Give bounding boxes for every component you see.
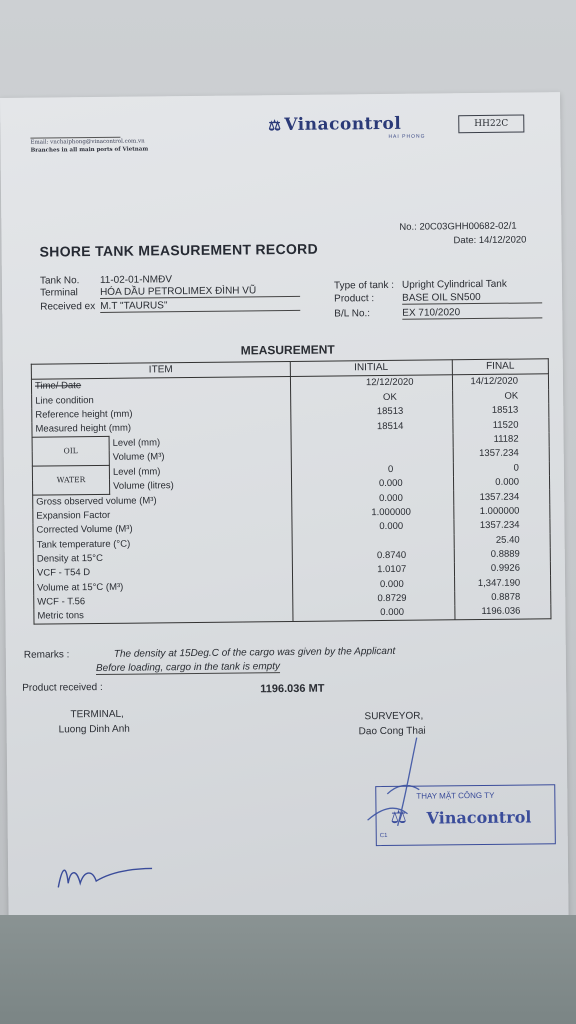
terminal-label: Terminal <box>39 287 78 299</box>
branches-line: Branches in all main ports of Vietnam <box>30 146 149 154</box>
table-row: Expansion Factor 1.000000 1.000000 <box>33 504 550 524</box>
table-row: WATER Level (mm) 0 0 <box>32 461 549 481</box>
table-row: Tank temperature (°C) 25.40 <box>33 533 550 553</box>
product-label: Product : <box>334 293 375 305</box>
table-row: Volume (litres) 0.000 0.000 <box>33 475 550 495</box>
type-value: Upright Cylindrical Tank <box>401 278 507 291</box>
remark-line-1: The density at 15Deg.C of the cargo was given by the Applicant <box>113 645 396 660</box>
table-row: Corrected Volume (M³) 0.000 1357.234 <box>33 519 550 539</box>
terminal-signatory-name: Luong Dinh Anh <box>58 723 130 736</box>
oil-group-label: OIL <box>32 437 109 466</box>
company-stamp <box>375 784 556 846</box>
table-row: OIL Level (mm) 11182 <box>32 432 549 452</box>
terminal-signature-title: TERMINAL, <box>70 708 124 721</box>
product-received-label: Product received : <box>22 681 103 694</box>
measurement-title: MEASUREMENT <box>240 342 335 358</box>
company-logo: ⚖ Vinacontrol <box>268 113 402 136</box>
product-value: BASE OIL SN500 <box>402 291 542 304</box>
col-item-header: ITEM <box>31 361 290 379</box>
surveyor-signature-title: SURVEYOR, <box>364 710 424 723</box>
scales-logo-icon: ⚖ <box>268 118 282 135</box>
tank-no-value: 11-02-01-NMĐV <box>99 274 173 286</box>
surveyor-name: Dao Cong Thai <box>358 725 426 738</box>
stamp-top-text: THAY MẶT CÔNG TY <box>416 790 495 801</box>
table-row: WCF - T.56 0.8729 0.8878 <box>34 590 551 610</box>
terminal-signature-scribble <box>52 856 162 897</box>
bl-value: EX 710/2020 <box>402 306 542 319</box>
bl-label: B/L No.: <box>334 308 371 320</box>
document-date: Date: 14/12/2020 <box>453 234 527 247</box>
remarks-label: Remarks : <box>23 649 70 661</box>
table-row: Time/ Date 12/12/2020 14/12/2020 <box>31 374 548 394</box>
table-row: Gross observed volume (M³) 0.000 1357.234 <box>33 489 550 509</box>
table-row: Volume at 15°C (M³) 0.000 1,347.190 <box>34 576 551 596</box>
floor-background <box>0 915 576 1024</box>
received-value: M.T "TAURUS" <box>100 299 300 313</box>
col-initial-header: INITIAL <box>290 360 452 377</box>
table-row: VCF - T54 D 1.0107 0.9926 <box>33 561 550 581</box>
table-row: Reference height (mm) 18513 18513 <box>32 403 549 423</box>
terminal-value: HÓA DẦU PETROLIMEX ĐÌNH VŨ <box>100 285 300 299</box>
table-row: Metric tons 0.000 1196.036 <box>34 604 551 624</box>
document-title: SHORE TANK MEASUREMENT RECORD <box>39 240 319 260</box>
stamp-code: C1 <box>379 832 388 840</box>
table-row: Line condition OK OK <box>32 389 549 409</box>
measurement-table <box>31 358 552 625</box>
document-sheet <box>0 92 569 928</box>
col-final-header: FINAL <box>452 359 548 375</box>
table-row: Volume (M³) 1357.234 <box>32 447 549 467</box>
table-row: Density at 15°C 0.8740 0.8889 <box>33 547 550 567</box>
received-label: Received ex <box>40 301 96 313</box>
tank-no-label: Tank No. <box>39 275 80 287</box>
form-code: HH22C <box>458 115 524 134</box>
contact-line: Email: vnchaiphong@vinacontrol.com.vn <box>30 138 145 146</box>
type-label: Type of tank : <box>333 279 395 292</box>
remark-line-2: Before loading, cargo in the tank is empty <box>95 661 281 675</box>
stamp-company-name: Vinacontrol <box>426 807 532 828</box>
scales-stamp-icon: ⚖ <box>390 806 407 827</box>
table-row: Measured height (mm) 18514 11520 <box>32 417 549 437</box>
company-sub: HAI PHONG <box>388 133 426 140</box>
document-number: No.: 20C03GHH00682-02/1 <box>399 220 517 233</box>
product-received-value: 1196.036 MT <box>260 682 325 696</box>
water-group-label: WATER <box>32 465 109 494</box>
